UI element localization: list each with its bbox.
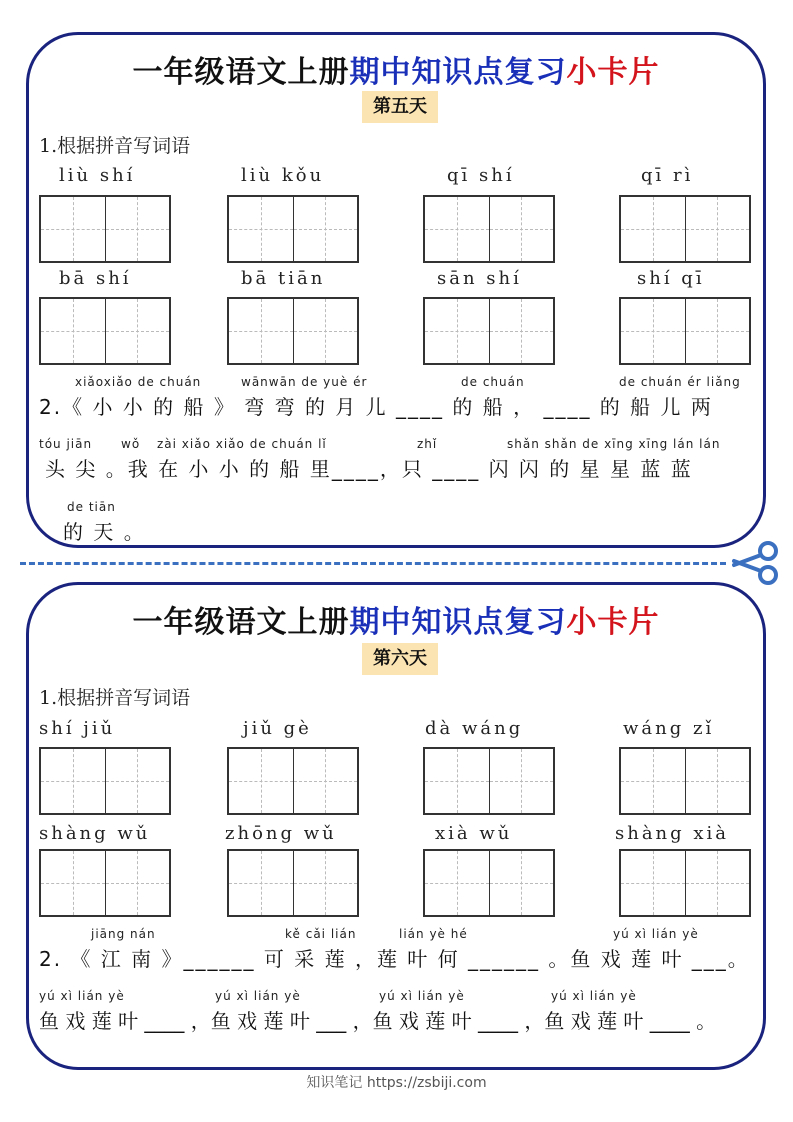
writing-grid[interactable]	[423, 195, 555, 263]
writing-grid[interactable]	[227, 297, 359, 365]
title-part-red: 小卡片	[566, 55, 660, 90]
pinyin-hint: lián yè hé	[399, 927, 468, 941]
section-1-title: 1.根据拼音写词语	[39, 135, 191, 157]
pinyin-label: bā shí	[59, 268, 132, 289]
pinyin-label: bā tiān	[241, 268, 326, 289]
card-title	[29, 597, 763, 641]
writing-grid[interactable]	[423, 297, 555, 365]
writing-grid[interactable]	[423, 849, 555, 917]
pinyin-hint: wānwān de yuè ér	[241, 375, 368, 389]
pinyin-hint: de chuán	[461, 375, 525, 389]
pinyin-hint: zhǐ	[417, 437, 438, 451]
scissors-icon	[730, 541, 782, 585]
card-day-six	[26, 582, 766, 1070]
writing-grid[interactable]	[39, 297, 171, 365]
day-label: 第六天	[362, 643, 438, 675]
day-label: 第五天	[362, 91, 438, 123]
pinyin-label: shí qī	[637, 268, 705, 289]
title-part-red: 小卡片	[566, 605, 660, 640]
pinyin-label: shí jiǔ	[39, 718, 116, 739]
card-title	[29, 47, 763, 91]
writing-grid[interactable]	[39, 849, 171, 917]
fill-blank-line: 2. 《 江 南 》______ 可 采 莲 ，莲 叶 何 ______ 。鱼 戏 莲 叶 ___。	[39, 947, 750, 971]
writing-grid[interactable]	[619, 297, 751, 365]
pinyin-hint: yú xì lián yè	[379, 989, 465, 1003]
pinyin-label: liù shí	[59, 165, 136, 186]
pinyin-hint: de chuán ér liǎng	[619, 375, 741, 389]
pinyin-label: jiǔ gè	[243, 718, 312, 739]
writing-grid[interactable]	[39, 195, 171, 263]
writing-grid[interactable]	[423, 747, 555, 815]
pinyin-hint: kě cǎi lián	[285, 927, 357, 941]
fill-blank-line: 头 尖 。我 在 小 小 的 船 里____，只 ____ 闪 闪 的 星 星 蓝 蓝	[45, 457, 693, 481]
pinyin-label: wáng zǐ	[623, 718, 715, 739]
pinyin-hint: de tiān	[67, 500, 116, 514]
pinyin-hint: yú xì lián yè	[215, 989, 301, 1003]
title-part-blue: 期中知识点复习	[349, 605, 567, 640]
fill-blank-line: 的 天 。	[63, 520, 146, 544]
writing-grid[interactable]	[227, 849, 359, 917]
pinyin-label: liù kǒu	[241, 165, 325, 186]
fill-blank-line: 鱼 戏 莲 叶 ____ ，鱼 戏 莲 叶 ___ ，鱼 戏 莲 叶 ____ ，鱼 戏 莲 叶 ____ 。	[39, 1009, 717, 1033]
pinyin-hint: jiāng nán	[91, 927, 156, 941]
pinyin-label: shàng xià	[615, 823, 730, 844]
pinyin-hint: xiǎoxiǎo de chuán	[75, 375, 202, 389]
pinyin-label: xià wǔ	[435, 823, 513, 844]
pinyin-hint: yú xì lián yè	[39, 989, 125, 1003]
card-day-five	[26, 32, 766, 548]
pinyin-hint: shǎn shǎn de xīng xīng lán lán	[507, 437, 721, 451]
pinyin-hint: yú xì lián yè	[551, 989, 637, 1003]
title-part-black: 一年级语文上册	[132, 55, 350, 90]
pinyin-label: dà wáng	[425, 718, 524, 739]
writing-grid[interactable]	[39, 747, 171, 815]
title-part-black: 一年级语文上册	[132, 605, 350, 640]
footer-watermark: 知识笔记 https://zsbiji.com	[306, 1075, 487, 1091]
writing-grid[interactable]	[619, 849, 751, 917]
pinyin-label: qī shí	[447, 165, 515, 186]
pinyin-hint: tóu jiān	[39, 437, 93, 451]
fill-blank-line: 2.《 小 小 的 船 》 弯 弯 的 月 儿 ____ 的 船 ， ____ 的 船 儿 两	[39, 395, 713, 419]
pinyin-label: zhōng wǔ	[225, 823, 337, 844]
pinyin-hint: wǒ	[121, 437, 141, 451]
writing-grid[interactable]	[227, 195, 359, 263]
pinyin-label: qī rì	[641, 165, 694, 186]
pinyin-hint: zài xiǎo xiǎo de chuán lǐ	[157, 437, 327, 451]
title-part-blue: 期中知识点复习	[349, 55, 567, 90]
writing-grid[interactable]	[227, 747, 359, 815]
cut-line	[20, 562, 726, 565]
pinyin-hint: yú xì lián yè	[613, 927, 699, 941]
pinyin-label: shàng wǔ	[39, 823, 151, 844]
section-1-title: 1.根据拼音写词语	[39, 687, 191, 709]
writing-grid[interactable]	[619, 195, 751, 263]
writing-grid[interactable]	[619, 747, 751, 815]
pinyin-label: sān shí	[437, 268, 522, 289]
